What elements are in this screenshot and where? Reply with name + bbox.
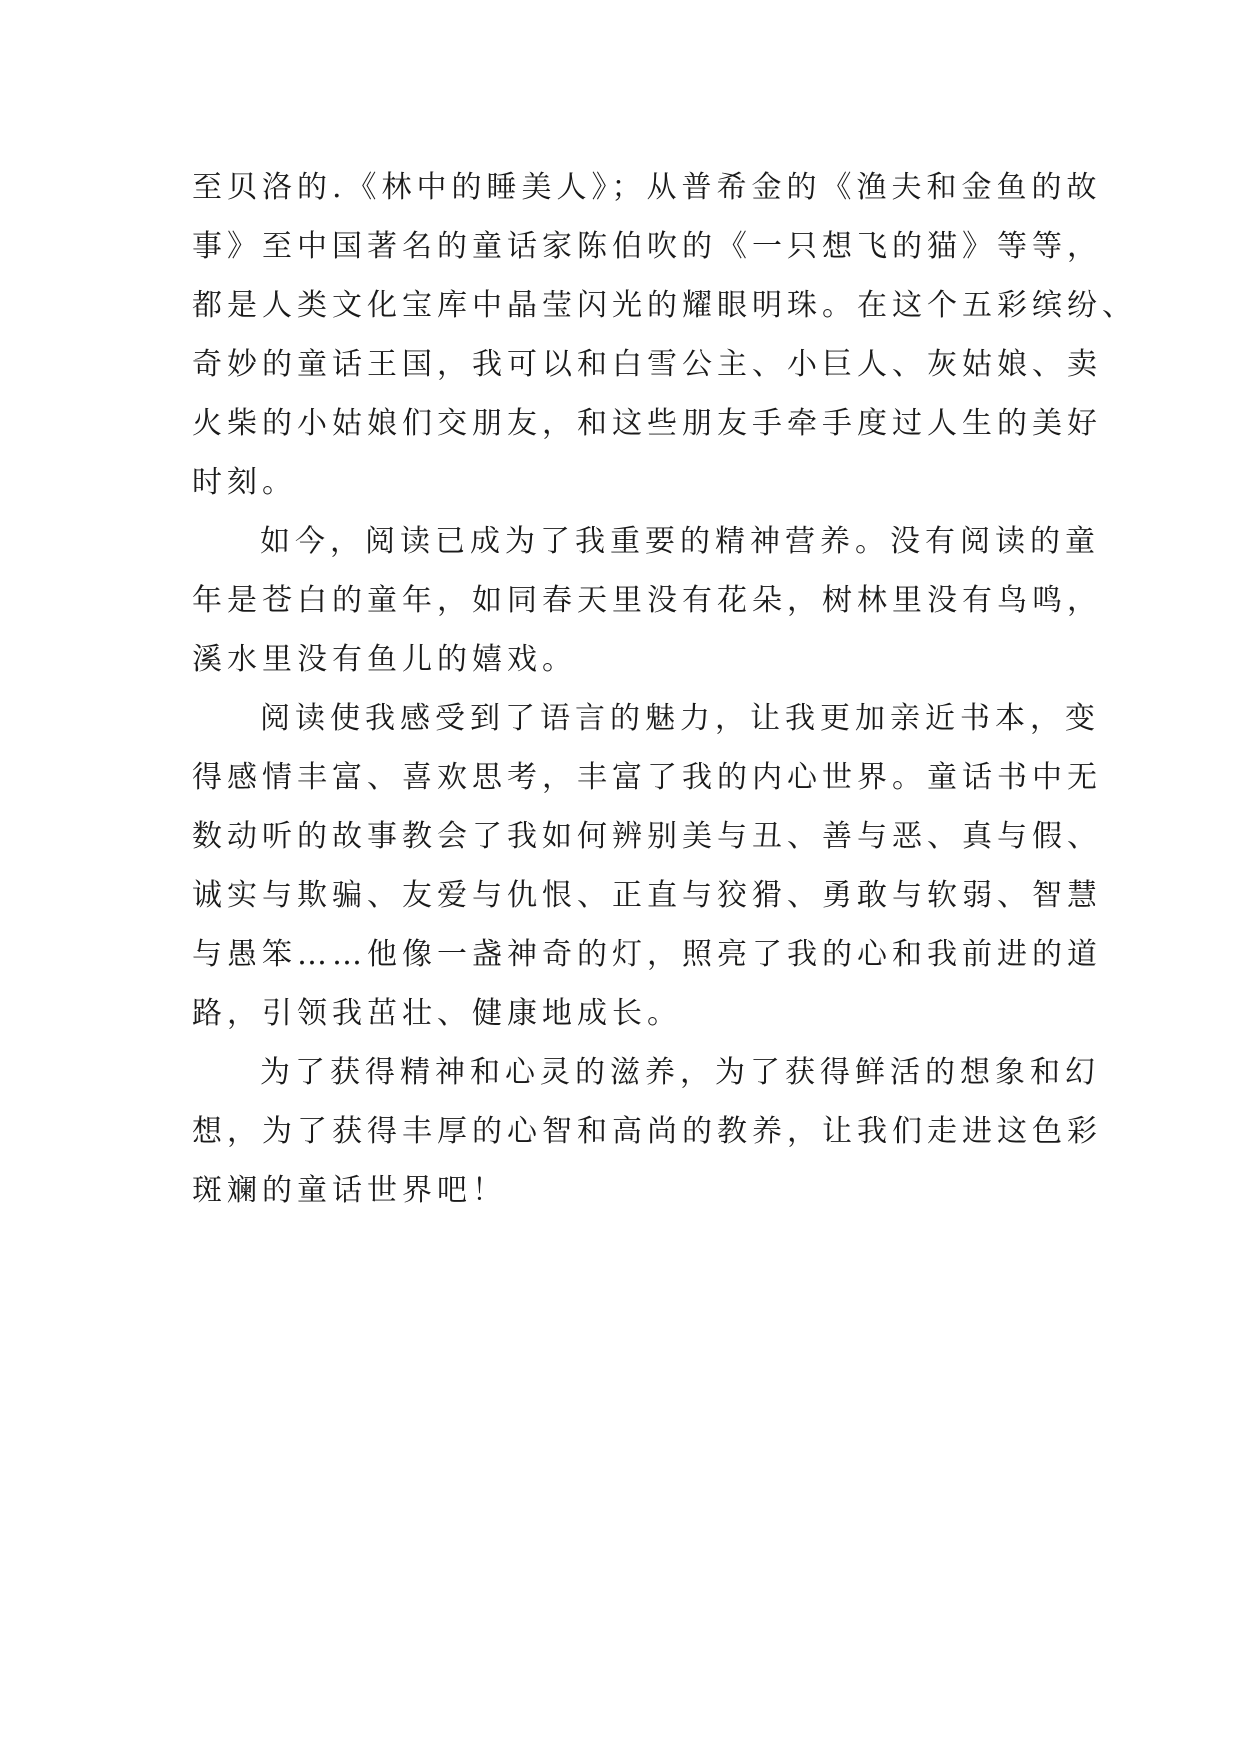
paragraph-1-line-5: 火柴的小姑娘们交朋友，和这些朋友手牵手度过人生的美好: [192, 406, 1102, 441]
paragraph-3-line-1: 阅读使我感受到了语言的魅力，让我更加亲近书本，变: [260, 701, 1100, 736]
paragraph-2-line-3: 溪水里没有鱼儿的嬉戏。: [192, 642, 577, 677]
paragraph-2-line-1: 如今，阅读已成为了我重要的精神营养。没有阅读的童: [260, 524, 1100, 559]
paragraph-1-line-2: 事》至中国著名的童话家陈伯吹的《一只想飞的猫》等等，: [192, 229, 1102, 264]
paragraph-2-line-2: 年是苍白的童年，如同春天里没有花朵，树林里没有鸟鸣，: [192, 583, 1102, 618]
paragraph-4-line-1: 为了获得精神和心灵的滋养，为了获得鲜活的想象和幻: [260, 1055, 1100, 1090]
paragraph-1-line-1: 至贝洛的.《林中的睡美人》；从普希金的《渔夫和金鱼的故: [192, 170, 1102, 205]
paragraph-3-line-6: 路，引领我茁壮、健康地成长。: [192, 996, 682, 1031]
body-text: [192, 158, 1137, 1220]
paragraph-1-line-4: 奇妙的童话王国，我可以和白雪公主、小巨人、灰姑娘、卖: [192, 347, 1102, 382]
paragraph-3-line-4: 诚实与欺骗、友爱与仇恨、正直与狡猾、勇敢与软弱、智慧: [192, 878, 1102, 913]
paragraph-4-line-3: 斑斓的童话世界吧！: [192, 1173, 507, 1208]
paragraph-4-line-2: 想，为了获得丰厚的心智和高尚的教养，让我们走进这色彩: [192, 1114, 1102, 1149]
paragraph-3-line-5: 与愚笨……他像一盏神奇的灯，照亮了我的心和我前进的道: [192, 937, 1102, 972]
paragraph-1-line-3: 都是人类文化宝库中晶莹闪光的耀眼明珠。在这个五彩缤纷、: [192, 288, 1137, 323]
paragraph-3-line-2: 得感情丰富、喜欢思考，丰富了我的内心世界。童话书中无: [192, 760, 1102, 795]
paragraph-3-line-3: 数动听的故事教会了我如何辨别美与丑、善与恶、真与假、: [192, 819, 1102, 854]
paragraph-1-line-6: 时刻。: [192, 465, 297, 500]
